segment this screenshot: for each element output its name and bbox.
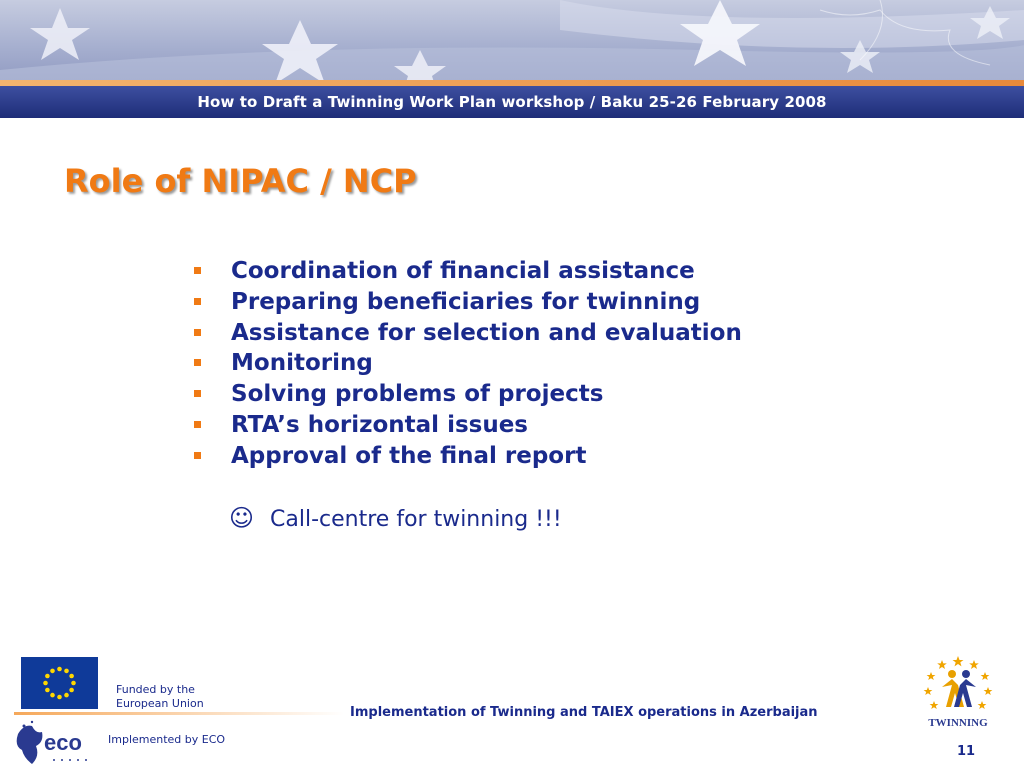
- list-item: [190, 441, 742, 472]
- funded-line-1: Funded by the: [116, 683, 195, 696]
- project-title: Implementation of Twinning and TAIEX operations in Azerbaijan: [350, 705, 818, 720]
- page-number: 11: [957, 744, 976, 759]
- bullet-square-icon: [194, 267, 201, 274]
- slide-title: Role of NIPAC / NCP: [64, 162, 417, 200]
- header-bar: [0, 86, 1024, 118]
- bullet-text: Preparing beneficiaries for twinning: [231, 288, 701, 315]
- twinning-logo-text: TWINNING: [928, 717, 988, 729]
- list-item: [190, 318, 742, 349]
- bullet-text: RTA’s horizontal issues: [231, 411, 529, 438]
- implemented-by-text: Implemented by ECO: [108, 733, 226, 746]
- bullet-text: Approval of the final report: [231, 442, 587, 469]
- bullet-text: Coordination of financial assistance: [231, 258, 695, 284]
- bullet-text: Assistance for selection and evaluation: [231, 319, 742, 346]
- funded-line-2: European Union: [116, 697, 204, 710]
- eu-flag-icon: [21, 657, 98, 709]
- list-item: [190, 287, 742, 318]
- callout: [229, 504, 562, 532]
- eu-stars-circle: [21, 657, 98, 709]
- list-item: [190, 410, 742, 441]
- bullet-square-icon: [194, 298, 201, 305]
- eco-logo-graphic: [14, 720, 98, 766]
- eco-logo-text: eco: [44, 730, 82, 755]
- bullet-square-icon: [194, 390, 201, 397]
- bullet-square-icon: [194, 452, 201, 459]
- smiley-icon: ☺: [229, 504, 255, 532]
- list-item: [190, 348, 742, 379]
- footer-divider: [14, 712, 344, 715]
- bullet-text: Monitoring: [231, 350, 373, 377]
- banner-stars-graphic: [0, 0, 1024, 86]
- callout-text: Call-centre for twinning !!!: [270, 507, 562, 532]
- twinning-logo-icon: [916, 652, 1000, 732]
- header-banner-image: [0, 0, 1024, 86]
- list-item: [190, 256, 742, 287]
- funded-by-text: [116, 683, 204, 711]
- eco-logo-icon: [14, 720, 98, 766]
- bullet-square-icon: [194, 359, 201, 366]
- list-item: [190, 379, 742, 410]
- bullet-text: Solving problems of projects: [231, 381, 604, 408]
- bullet-list: [190, 256, 742, 472]
- bullet-square-icon: [194, 421, 201, 428]
- bullet-square-icon: [194, 329, 201, 336]
- workshop-title: How to Draft a Twinning Work Plan workshop / Baku 25-26 February 2008: [197, 93, 827, 111]
- twinning-logo-graphic: [916, 652, 1000, 732]
